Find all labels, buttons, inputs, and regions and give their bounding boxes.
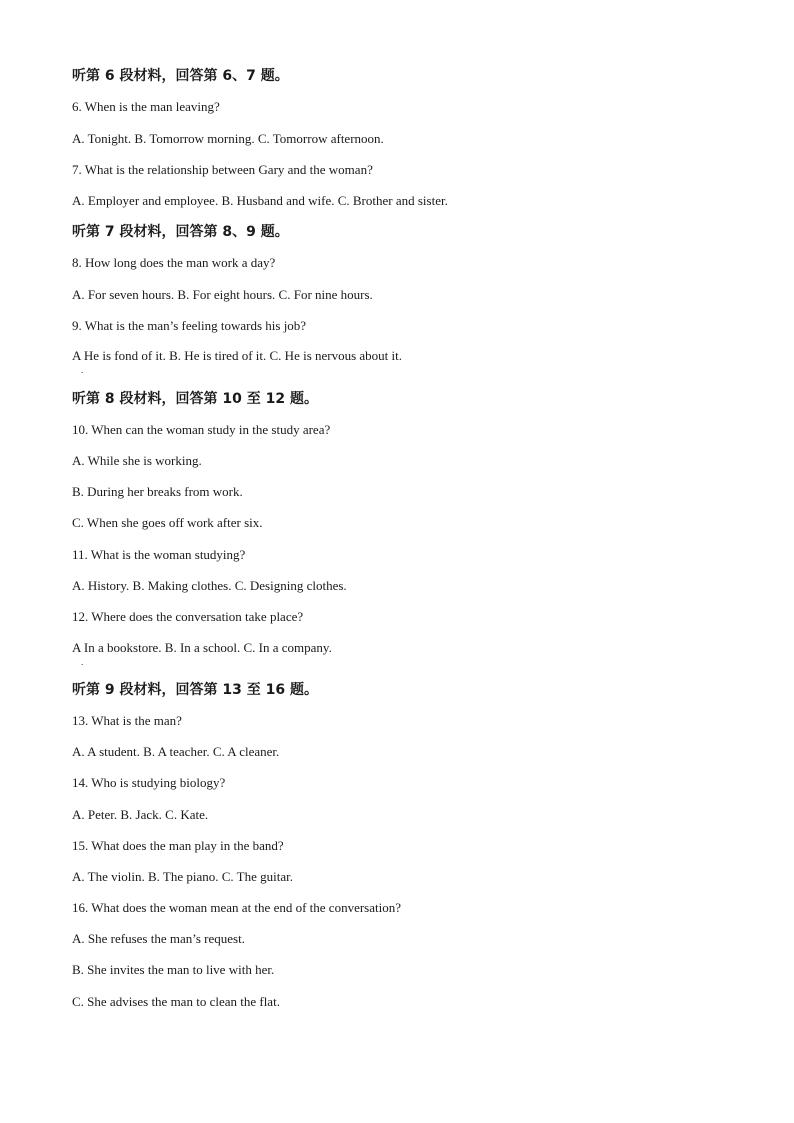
- question-9: 9. What is the man’s feeling towards his job?: [72, 318, 307, 333]
- question-16: 16. What does the woman mean at the end of the conversation?: [72, 900, 401, 915]
- option-16-b: B. She invites the man to live with her.: [72, 962, 275, 977]
- section-heading-13-16: 听第 9 段材料，回答第 13 至 16 题。: [72, 682, 318, 698]
- options-13: A. A student. B. A teacher. C. A cleaner.: [72, 744, 280, 759]
- question-6: 6. When is the man leaving?: [72, 99, 220, 114]
- stray-dot-mark: .: [81, 365, 84, 375]
- option-10-c: C. When she goes off work after six.: [72, 515, 263, 530]
- options-8: A. For seven hours. B. For eight hours. C. For nine hours.: [72, 287, 373, 302]
- options-11: A. History. B. Making clothes. C. Designing clothes.: [72, 578, 347, 593]
- option-10-b: B. During her breaks from work.: [72, 484, 243, 499]
- question-13: 13. What is the man?: [72, 713, 182, 728]
- option-10-a: A. While she is working.: [72, 453, 202, 468]
- option-16-c: C. She advises the man to clean the flat.: [72, 994, 280, 1009]
- options-6: A. Tonight. B. Tomorrow morning. C. Tomorrow afternoon.: [72, 131, 384, 146]
- question-8: 8. How long does the man work a day?: [72, 255, 276, 270]
- stray-dot-mark: .: [81, 657, 84, 667]
- options-15: A. The violin. B. The piano. C. The guitar.: [72, 869, 293, 884]
- question-14: 14. Who is studying biology?: [72, 775, 226, 790]
- question-10: 10. When can the woman study in the study area?: [72, 422, 331, 437]
- options-14: A. Peter. B. Jack. C. Kate.: [72, 807, 209, 822]
- section-heading-8-9: 听第 7 段材料，回答第 8、9 题。: [72, 224, 289, 240]
- options-12: A In a bookstore. B. In a school. C. In a company.: [72, 640, 332, 655]
- question-11: 11. What is the woman studying?: [72, 547, 246, 562]
- option-16-a: A. She refuses the man’s request.: [72, 931, 245, 946]
- options-7: A. Employer and employee. B. Husband and wife. C. Brother and sister.: [72, 193, 448, 208]
- question-15: 15. What does the man play in the band?: [72, 838, 284, 853]
- section-heading-6-7: 听第 6 段材料，回答第 6、7 题。: [72, 68, 289, 84]
- options-9: A He is fond of it. B. He is tired of it. C. He is nervous about it.: [72, 348, 403, 363]
- section-heading-10-12: 听第 8 段材料，回答第 10 至 12 题。: [72, 391, 318, 407]
- question-7: 7. What is the relationship between Gary and the woman?: [72, 162, 373, 177]
- question-12: 12. Where does the conversation take place?: [72, 609, 304, 624]
